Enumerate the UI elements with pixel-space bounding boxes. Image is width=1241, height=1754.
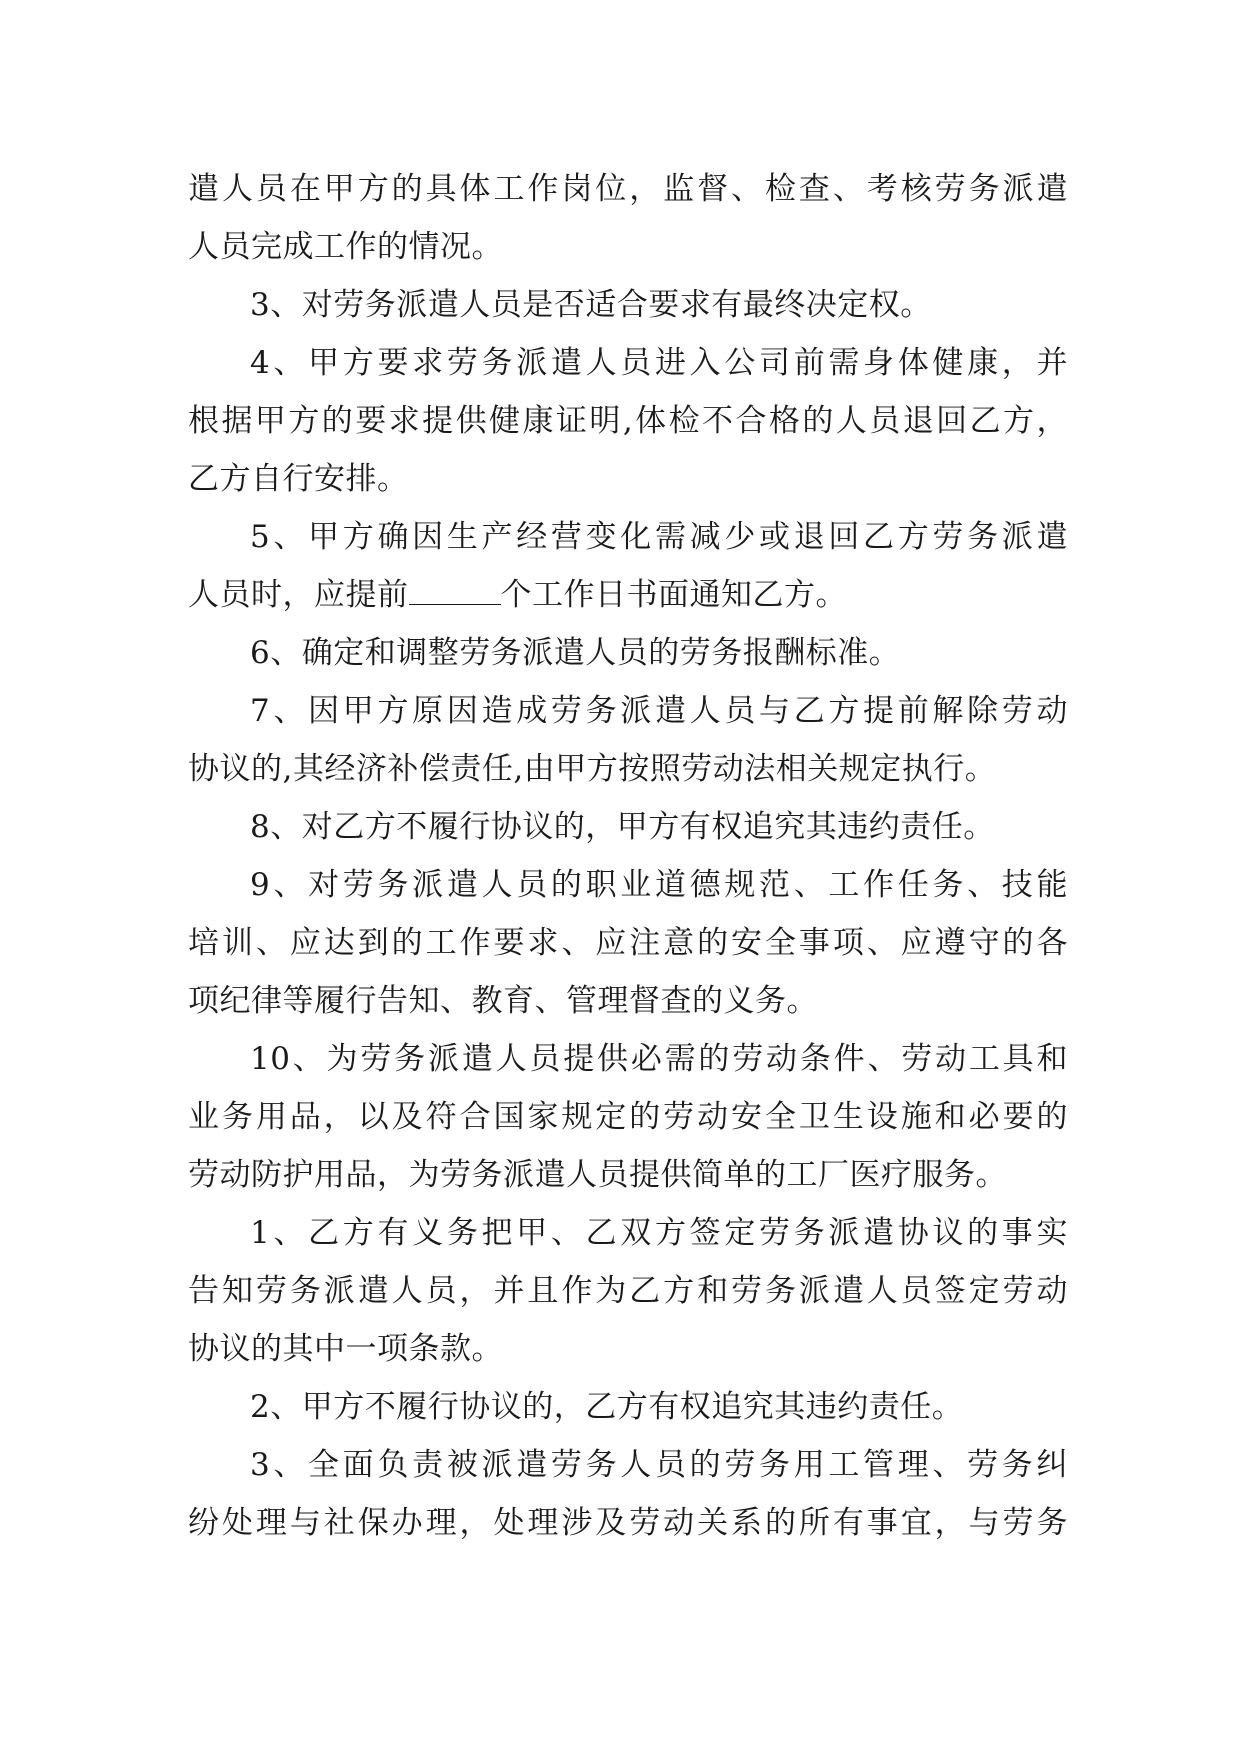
text-line: 8、对乙方不履行协议的，甲方有权追究其违约责任。 bbox=[250, 809, 995, 845]
text-line-with-blank bbox=[188, 566, 1068, 624]
text-line: 根据甲方的要求提供健康证明,体检不合格的人员退回乙方， bbox=[188, 403, 1068, 439]
text-before-blank: 人员时，应提前 bbox=[188, 577, 409, 613]
paragraph-party-b-item-1 bbox=[188, 1204, 1068, 1378]
paragraph-item-8 bbox=[188, 798, 1068, 856]
text-line: 人员完成工作的情况。 bbox=[188, 229, 503, 265]
paragraph-party-b-item-2 bbox=[188, 1378, 1068, 1436]
text-line: 业务用品，以及符合国家规定的劳动安全卫生设施和必要的 bbox=[188, 1099, 1068, 1135]
text-line: 培训、应达到的工作要求、应注意的安全事项、应遵守的各 bbox=[188, 925, 1068, 961]
paragraph-item-6 bbox=[188, 624, 1068, 682]
text-line: 10、为劳务派遣人员提供必需的劳动条件、劳动工具和 bbox=[250, 1041, 1068, 1077]
text-after-blank: 个工作日书面通知乙方。 bbox=[500, 577, 847, 613]
text-line: 劳动防护用品，为劳务派遣人员提供简单的工厂医疗服务。 bbox=[188, 1157, 1007, 1193]
paragraph-continuation bbox=[188, 160, 1068, 276]
text-line: 3、全面负责被派遣劳务人员的劳务用工管理、劳务纠 bbox=[250, 1447, 1068, 1483]
paragraph-item-5 bbox=[188, 508, 1068, 624]
text-line: 7、因甲方原因造成劳务派遣人员与乙方提前解除劳动 bbox=[250, 693, 1068, 729]
text-line: 告知劳务派遣人员，并且作为乙方和劳务派遣人员签定劳动 bbox=[188, 1273, 1068, 1309]
paragraph-item-4 bbox=[188, 334, 1068, 508]
text-line: 纷处理与社保办理，处理涉及劳动关系的所有事宜，与劳务 bbox=[188, 1505, 1068, 1541]
text-line: 协议的,其经济补偿责任,由甲方按照劳动法相关规定执行。 bbox=[188, 751, 997, 787]
paragraph-item-10 bbox=[188, 1030, 1068, 1204]
text-line: 3、对劳务派遣人员是否适合要求有最终决定权。 bbox=[250, 287, 932, 323]
text-line: 遣人员在甲方的具体工作岗位，监督、检查、考核劳务派遣 bbox=[188, 171, 1068, 207]
text-line: 4、甲方要求劳务派遣人员进入公司前需身体健康，并 bbox=[250, 345, 1068, 381]
text-line: 2、甲方不履行协议的，乙方有权追究其违约责任。 bbox=[250, 1389, 964, 1425]
fill-in-blank bbox=[409, 574, 501, 605]
paragraph-party-b-item-3 bbox=[188, 1436, 1068, 1552]
text-line: 5、甲方确因生产经营变化需减少或退回乙方劳务派遣 bbox=[250, 519, 1068, 555]
text-line: 协议的其中一项条款。 bbox=[188, 1331, 503, 1367]
text-line: 9、对劳务派遣人员的职业道德规范、工作任务、技能 bbox=[250, 867, 1068, 903]
paragraph-item-7 bbox=[188, 682, 1068, 798]
text-line: 1、乙方有义务把甲、乙双方签定劳务派遣协议的事实 bbox=[250, 1215, 1068, 1251]
text-line: 6、确定和调整劳务派遣人员的劳务报酬标准。 bbox=[250, 635, 901, 671]
paragraph-item-9 bbox=[188, 856, 1068, 1030]
text-line: 乙方自行安排。 bbox=[188, 461, 409, 497]
text-line: 项纪律等履行告知、教育、管理督查的义务。 bbox=[188, 983, 818, 1019]
document-body bbox=[188, 160, 1068, 1552]
paragraph-item-3 bbox=[188, 276, 1068, 334]
